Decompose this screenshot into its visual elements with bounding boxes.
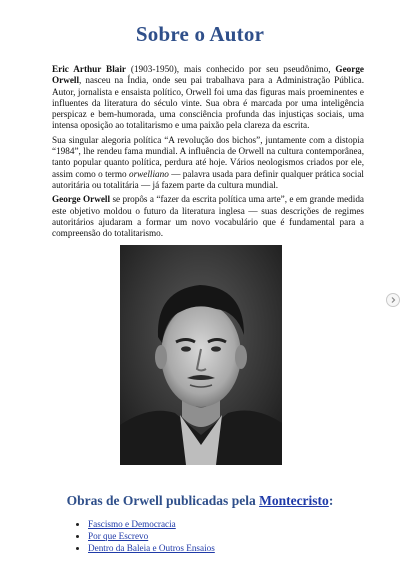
book-link-dentro-da-baleia[interactable]: Dentro da Baleia e Outros Ensaios bbox=[88, 542, 215, 553]
list-item bbox=[88, 519, 215, 531]
bio-text-segment: Eric Arthur Blair bbox=[52, 64, 126, 74]
bio-text-segment: Sua singular alegoria política “A revolução dos bichos”, juntamente com a distopia “1984”, lhe rendeu fama mundial. A influência de Orwell na cultura contemporânea, tanto popular quanto política, perdura até hoje. Vários neologismos criados por ele, assim como o termo bbox=[52, 134, 364, 179]
bio-text-segment: , nasceu na Índia, onde seu pai trabalhava para a Administração Pública. Autor, jornalista e ensaista político, Orwell foi uma das figuras mais proeminentes e influentes da literatura do século vinte. Sua obra é marcada por uma inteligência perspicaz e bem-humorada, uma consciência profunda das injustiças sociais, uma intensa oposição ao totalitarismo e uma paixão pela clareza da escrita. bbox=[52, 75, 364, 131]
list-item bbox=[88, 543, 215, 555]
list-item bbox=[88, 531, 215, 543]
author-portrait-illustration bbox=[120, 245, 282, 465]
chevron-right-icon bbox=[389, 296, 397, 304]
bio-paragraph-1 bbox=[52, 64, 364, 132]
books-heading-text: Obras de Orwell publicadas pela bbox=[66, 493, 260, 508]
bio-text-segment: — palavra usada para definir qualquer prática social autoritária ou totalitária — já fazem parte da cultura mundial. bbox=[52, 168, 364, 190]
bio-paragraph-3 bbox=[52, 194, 364, 239]
books-section-heading bbox=[0, 493, 400, 509]
bio-text-segment: se propôs a “fazer da escrita política uma arte”, e em grande medida este objetivo moldou o futuro da literatura inglesa — suas descrições de regimes autoritários ajudaram a formar um novo vocabulário que é fundamental para a compreensão do totalitarismo. bbox=[52, 194, 364, 239]
next-page-button[interactable] bbox=[386, 293, 400, 307]
publisher-link[interactable]: Montecristo bbox=[259, 493, 329, 508]
bio-text-segment: George Orwell bbox=[52, 194, 111, 205]
author-bio bbox=[52, 64, 364, 242]
page-title: Sobre o Autor bbox=[135, 22, 265, 46]
bio-paragraph-2 bbox=[52, 135, 364, 191]
bio-text-segment: George Orwell bbox=[52, 64, 364, 86]
author-portrait bbox=[120, 245, 282, 465]
bio-text-segment: (1903-1950), mais conhecido por seu pseudônimo, bbox=[125, 64, 336, 74]
bio-text-segment: orwelliano bbox=[128, 168, 169, 179]
book-link-fascismo-e-democracia[interactable]: Fascismo e Democracia bbox=[88, 519, 176, 529]
book-list bbox=[72, 519, 215, 554]
book-link-por-que-escrevo[interactable]: Por que Escrevo bbox=[88, 530, 149, 541]
books-heading-colon: : bbox=[328, 493, 334, 508]
